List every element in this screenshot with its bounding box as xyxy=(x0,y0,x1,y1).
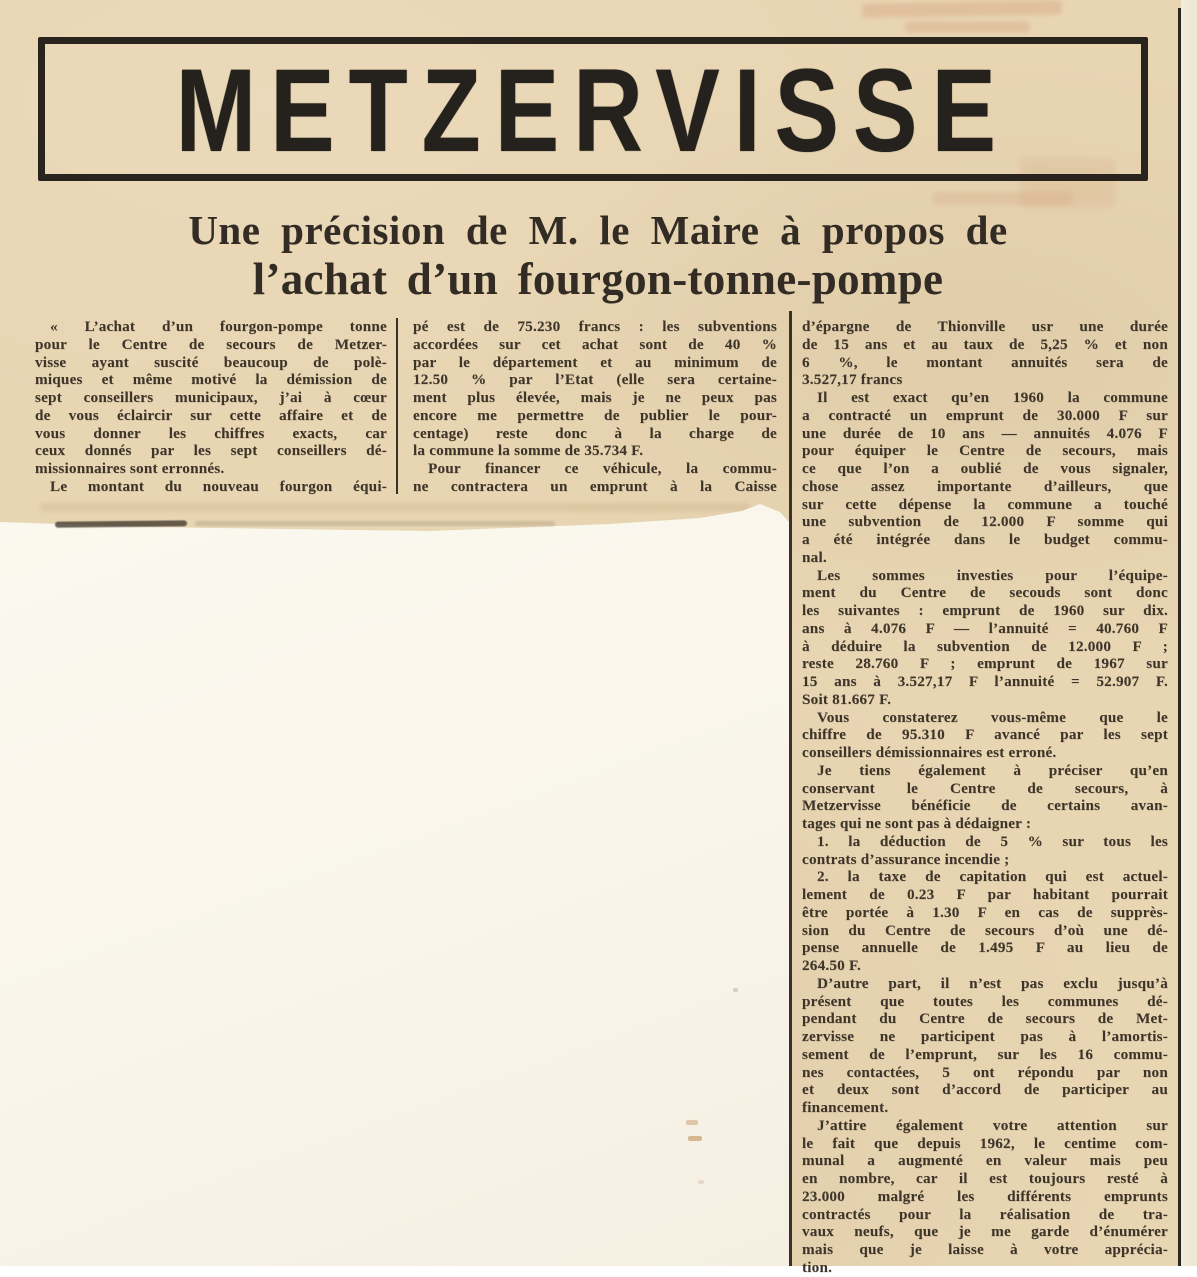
headline-line-2: l’achat d’un fourgon-tonne-pompe xyxy=(252,254,944,304)
text-line: reste 28.760 F ; emprunt de 1967 sur xyxy=(802,655,1168,673)
article-headline xyxy=(98,206,1098,304)
bleedthrough-mark xyxy=(933,192,1073,205)
text-line: ment plus élevée, mais je ne peux pas xyxy=(413,389,777,406)
text-line: d’épargne de Thionville usr une durée xyxy=(802,318,1168,335)
text-line: conseillers démissionnaires est erroné. xyxy=(802,744,1057,761)
text-line: une durée de 10 ans — annuités 4.076 F xyxy=(802,424,1168,442)
paragraph xyxy=(802,975,1168,1117)
paragraph xyxy=(35,478,387,496)
masthead-box xyxy=(38,37,1148,181)
text-line: 3.527,17 francs xyxy=(802,371,903,389)
paragraph xyxy=(802,868,1168,975)
text-line: pense annuelle de 1.495 F au lieu de xyxy=(802,939,1168,957)
text-line: Soit 81.667 F. xyxy=(802,690,892,708)
text-line: ans à 4.076 F — l’annuité = 40.760 F xyxy=(802,619,1168,637)
text-line: 15 ans à 3.527,17 F l’annuité = 52.907 F. xyxy=(802,673,1168,690)
text-line: conservant le Centre de secours, à xyxy=(802,779,1168,797)
text-line: Metzervisse bénéficie de certains avan- xyxy=(802,797,1168,815)
text-line: J’attire également votre attention sur xyxy=(817,1116,1168,1134)
text-line: chose assez importante d’ailleurs, que xyxy=(802,477,1168,495)
text-line: une subvention de 12.000 F somme qui xyxy=(802,513,1168,531)
article-column-3 xyxy=(802,318,1168,1277)
text-line: sion du Centre de secours d’où une dé- xyxy=(802,921,1168,939)
bleedthrough-mark xyxy=(905,21,1030,33)
text-line: 264.50 F. xyxy=(802,957,862,974)
paper-speck xyxy=(688,1136,702,1141)
text-line: pé est de 75.230 francs : les subventions xyxy=(413,318,777,335)
text-line: le fait que depuis 1962, le centime com- xyxy=(802,1134,1168,1152)
page-edge-rule xyxy=(1178,8,1181,1266)
text-line: lement de 0.23 F par habitant pourrait xyxy=(802,886,1168,903)
paragraph xyxy=(802,318,1168,389)
text-line: être portée à 1.30 F en cas de supprès- xyxy=(802,903,1168,921)
text-line: 12.50 % par l’Etat (elle sera certaine- xyxy=(413,371,777,389)
text-line: Le montant du nouveau fourgon équi- xyxy=(50,477,387,495)
blank-paper-patch xyxy=(0,498,789,1266)
paragraph xyxy=(802,762,1168,833)
scan-edge xyxy=(1181,0,1197,1266)
text-line: Pour financer ce véhicule, la commu- xyxy=(428,460,777,477)
paragraph xyxy=(802,389,1168,567)
masthead-title: METZERVISSE xyxy=(175,45,1011,177)
paragraph xyxy=(802,567,1168,709)
text-line: sept conseillers municipaux, j’ai à cœur xyxy=(35,389,387,406)
text-line: 23.000 malgré les différents emprunts xyxy=(802,1187,1168,1205)
text-line: ne contractera un emprunt à la Caisse xyxy=(413,477,777,495)
article-column-1 xyxy=(35,318,387,496)
text-line: à déduire la subvention de 12.000 F ; xyxy=(802,637,1168,655)
ink-smudge xyxy=(195,521,555,526)
text-line: nes contactées, 5 ont répondu par non xyxy=(802,1063,1168,1081)
text-line: vous donner les chiffres exacts, car xyxy=(35,424,387,442)
paper-speck xyxy=(686,1120,698,1125)
text-line: la commune la somme de 35.734 F. xyxy=(413,442,644,460)
article-column-2 xyxy=(413,318,777,496)
text-line: sement de l’emprunt, sur les 16 commu- xyxy=(802,1045,1168,1063)
text-line: pendant du Centre de secours de Met- xyxy=(802,1010,1168,1028)
column-divider xyxy=(396,318,398,494)
text-line: ce que l’on a oublié de vous signaler, xyxy=(802,460,1168,477)
text-line: a été intégrée dans le budget commu- xyxy=(802,531,1168,548)
ink-smudge xyxy=(55,520,187,527)
text-line: miques et même motivé la démission de xyxy=(35,371,387,389)
paragraph xyxy=(802,1117,1168,1277)
text-line: Les sommes investies pour l’équipe- xyxy=(817,566,1168,584)
text-line: centage) reste donc à la charge de xyxy=(413,424,777,442)
text-line: visse ayant suscité beaucoup de polè- xyxy=(35,353,387,371)
text-line: financement. xyxy=(802,1099,889,1116)
column-divider xyxy=(789,311,792,1266)
text-line: a contracté un emprunt de 30.000 F sur xyxy=(802,406,1168,424)
text-line: sur cette dépense la commune a touché xyxy=(802,495,1168,513)
text-line: ceux donnés par les sept conseillers dé- xyxy=(35,442,387,460)
text-line: contrats d’assurance incendie ; xyxy=(802,850,1010,868)
text-line: « L’achat d’un fourgon-pompe tonne xyxy=(50,318,387,335)
text-line: pour le Centre de secours de Metzer- xyxy=(35,335,387,353)
paragraph xyxy=(413,460,777,496)
paragraph xyxy=(802,833,1168,869)
text-line: zervisse ne participent pas à l’amortis- xyxy=(802,1028,1168,1045)
text-line: pour équiper le Centre de secours, mais xyxy=(802,442,1168,460)
paper-speck xyxy=(733,988,738,992)
text-line: mais que je laisse à votre apprécia- xyxy=(802,1241,1168,1258)
text-line: et deux sont d’accord de participer au xyxy=(802,1081,1168,1099)
text-line: Je tiens également à préciser qu’en xyxy=(817,761,1168,779)
text-line: munal a augmenté en valeur mais peu xyxy=(802,1152,1168,1170)
text-line: en nombre, car il est toujours resté à xyxy=(802,1170,1168,1187)
paragraph xyxy=(802,709,1168,762)
text-line: chiffre de 95.310 F avancé par les sept xyxy=(802,726,1168,744)
text-line: 2. la taxe de capitation qui est actuel- xyxy=(817,868,1168,886)
text-line: par le département et au minimum de xyxy=(413,353,777,371)
paragraph xyxy=(413,318,777,460)
headline-line-1: Une précision de M. le Maire à propos de xyxy=(188,207,1008,253)
text-line: contractés pour la réalisation de tra- xyxy=(802,1205,1168,1223)
text-line: 6 %, le montant annuités sera de xyxy=(802,353,1168,371)
paper-speck xyxy=(698,1180,704,1184)
bleedthrough-mark xyxy=(40,503,750,512)
text-line: tion. xyxy=(802,1258,833,1276)
text-line: missionnaires sont erronnés. xyxy=(35,460,225,477)
text-line: 1. la déduction de 5 % sur tous les xyxy=(817,832,1168,850)
paragraph xyxy=(35,318,387,478)
text-line: tages qui ne sont pas à dédaigner : xyxy=(802,815,1032,832)
text-line: présent que toutes les communes dé- xyxy=(802,992,1168,1010)
text-line: accordées sur cet achat sont de 40 % xyxy=(413,335,777,353)
text-line: vaux neufs, que je me garde d’énumérer xyxy=(802,1223,1168,1241)
text-line: Vous constaterez vous-même que le xyxy=(817,708,1168,726)
text-line: encore me permettre de publier le pour- xyxy=(413,406,777,424)
text-line: D’autre part, il n’est pas exclu jusqu’à xyxy=(817,974,1168,992)
text-line: de vous éclaircir sur cette affaire et de xyxy=(35,406,387,424)
bleedthrough-mark xyxy=(862,0,1062,17)
text-line: ment du Centre de secouds sont donc xyxy=(802,584,1168,602)
text-line: nal. xyxy=(802,548,827,566)
text-line: les suivantes : emprunt de 1960 sur dix. xyxy=(802,602,1168,619)
text-line: de 15 ans et au taux de 5,25 % et non xyxy=(802,335,1168,353)
text-line: Il est exact qu’en 1960 la commune xyxy=(817,389,1168,406)
